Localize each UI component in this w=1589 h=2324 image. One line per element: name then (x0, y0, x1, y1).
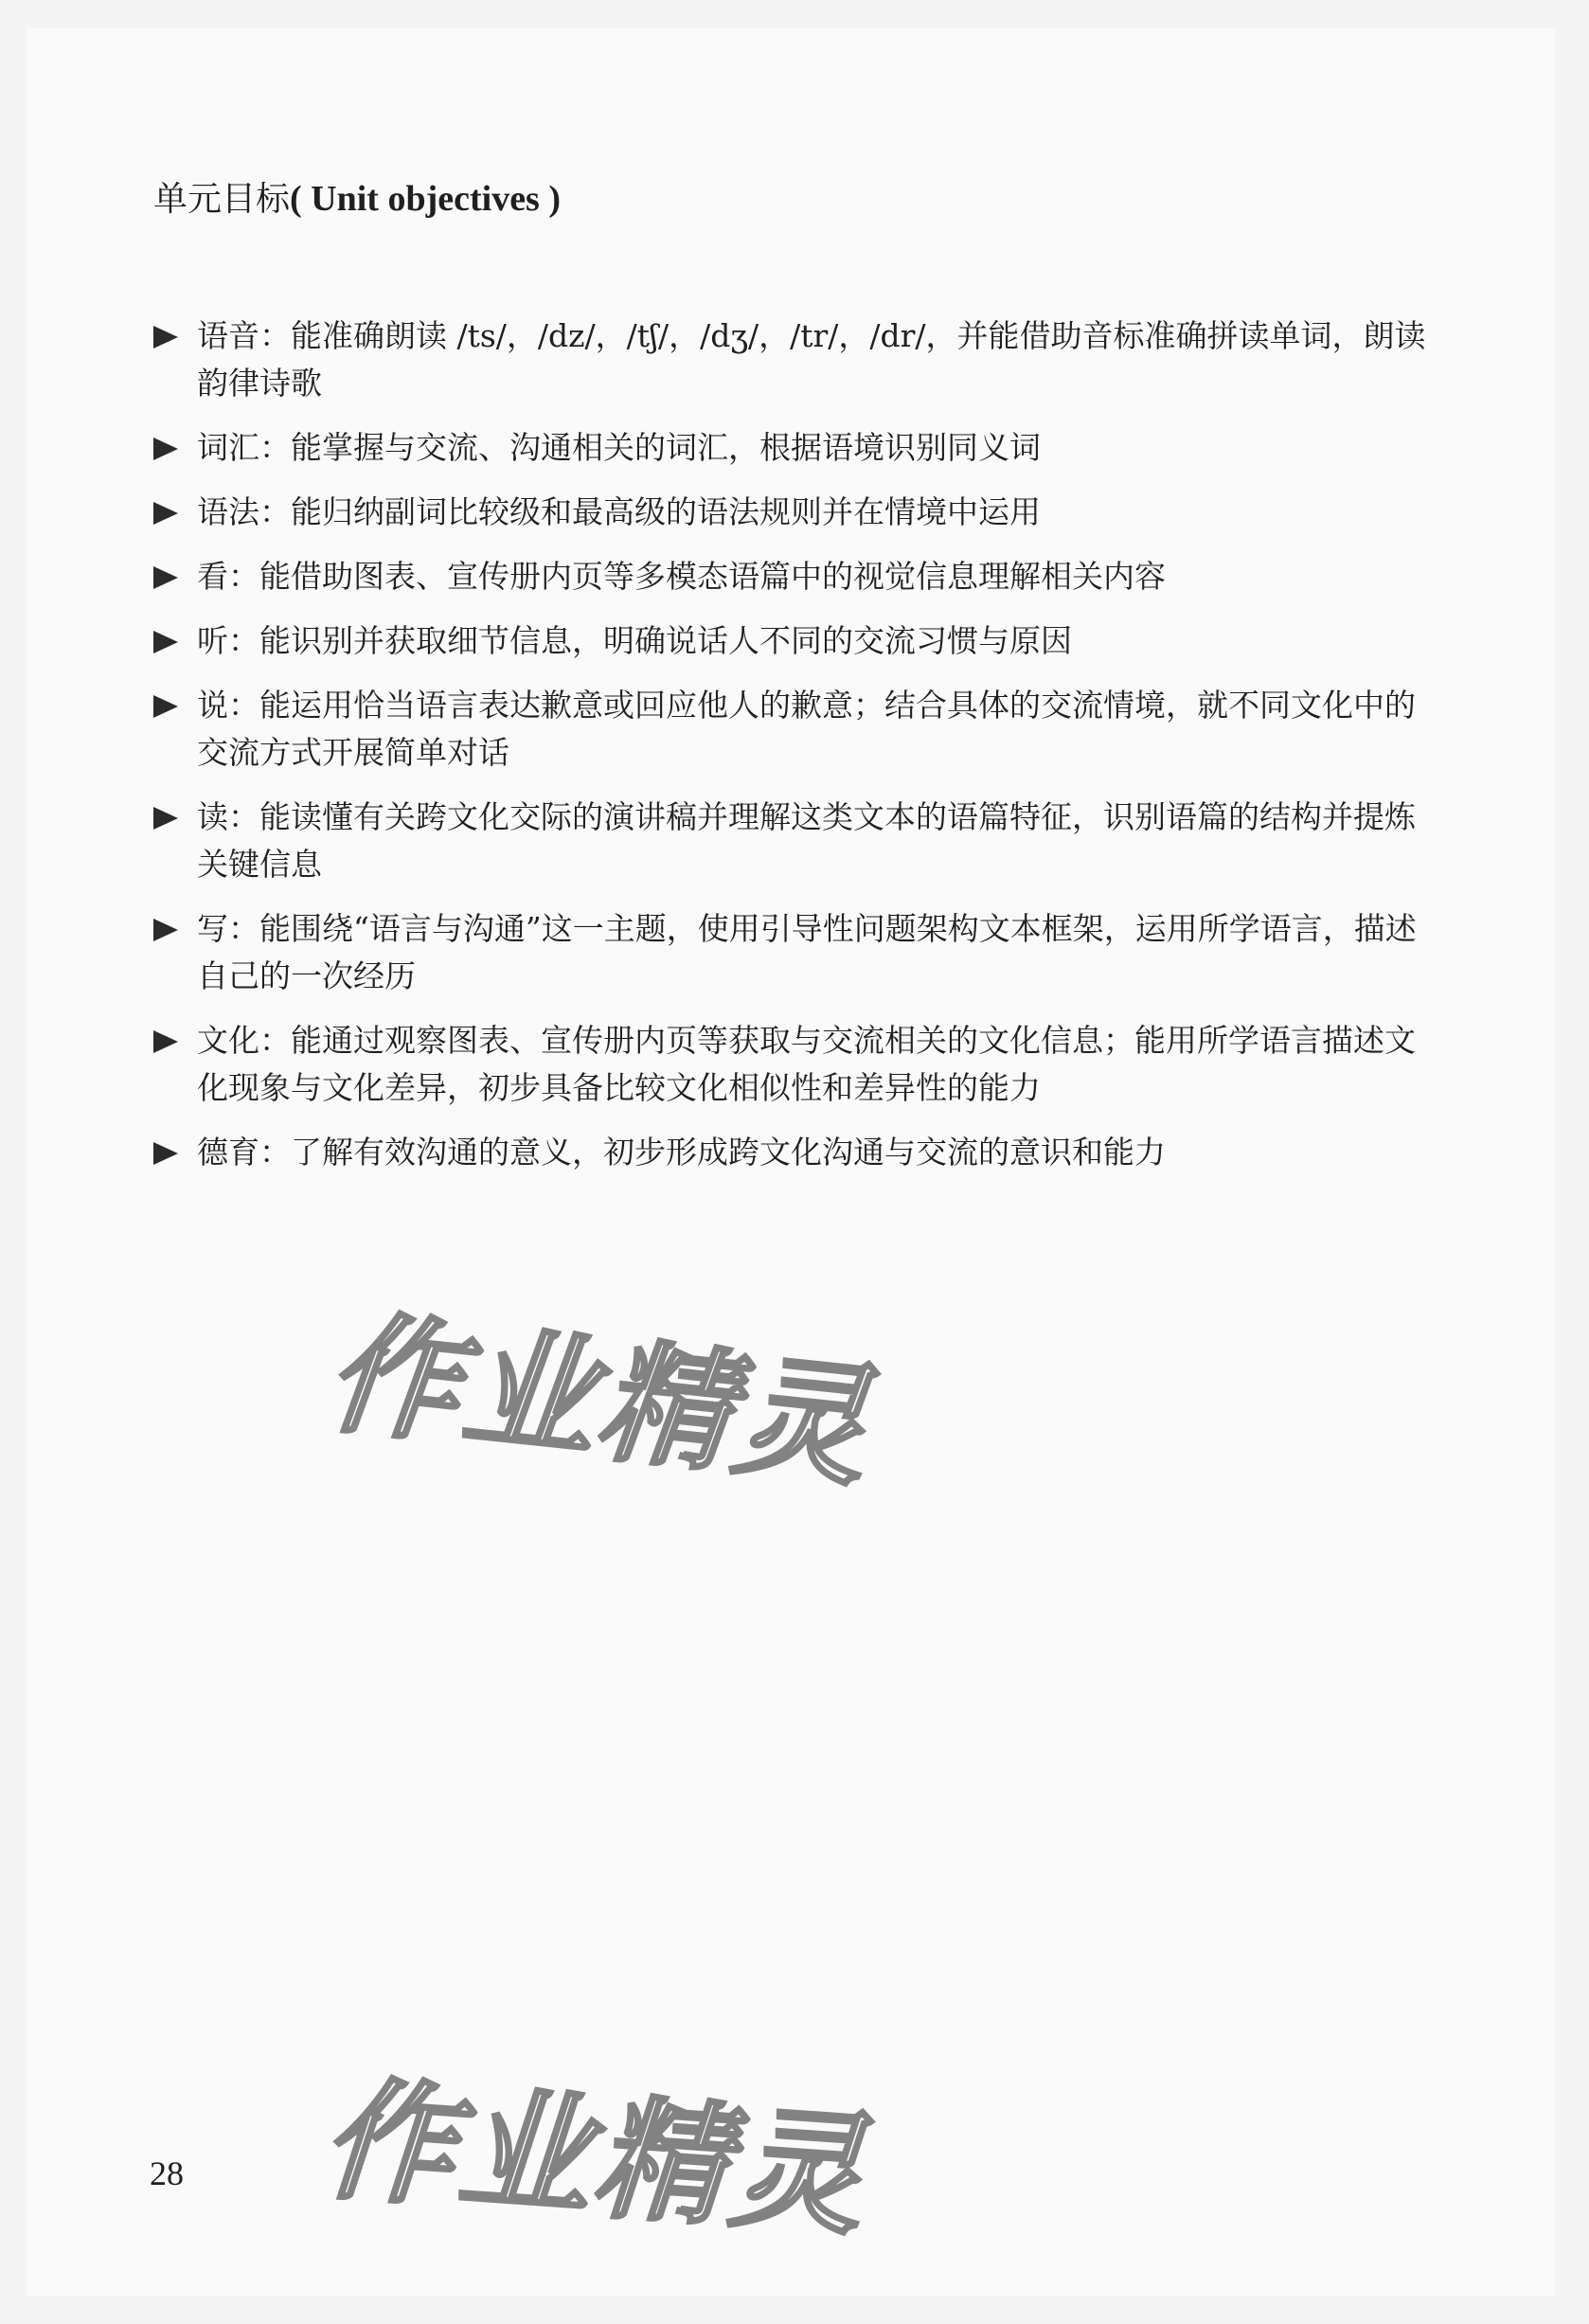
objective-text: 语音：能准确朗读 /ts/，/dz/，/tʃ/，/dʒ/，/tr/，/dr/，并能借助音标准确拼读单词，朗读韵律诗歌 (197, 317, 1426, 402)
triangle-bullet-icon (153, 502, 178, 525)
objective-text: 听：能识别并获取细节信息，明确说话人不同的交流习惯与原因 (197, 622, 1072, 659)
objective-text: 看：能借助图表、宣传册内页等多模态语篇中的视觉信息理解相关内容 (197, 558, 1166, 595)
objective-item (150, 489, 1437, 536)
objective-item (150, 553, 1437, 600)
objective-text: 说：能运用恰当语言表达歉意或回应他人的歉意；结合具体的交流情境，就不同文化中的交流方式开展简单对话 (197, 687, 1416, 771)
objective-item (150, 424, 1437, 472)
objective-text: 德育：了解有效沟通的意义，初步形成跨文化沟通与交流的意识和能力 (197, 1134, 1166, 1171)
section-title-en: ( Unit objectives ) (290, 179, 561, 219)
section-title (153, 170, 561, 228)
objective-text: 读：能读懂有关跨文化交际的演讲稿并理解这类文本的语篇特征，识别语篇的结构并提炼关键信息 (197, 798, 1416, 883)
watermark: 作业精灵 (320, 1296, 880, 1507)
triangle-bullet-icon (153, 438, 178, 460)
triangle-bullet-icon (153, 1142, 178, 1165)
section-title-zh: 单元目标 (153, 180, 291, 219)
watermark: 作业精灵 (317, 2063, 873, 2255)
triangle-bullet-icon (153, 919, 178, 941)
objective-item (150, 1129, 1437, 1176)
objective-item (150, 617, 1437, 665)
triangle-bullet-icon (153, 566, 178, 589)
objective-item (150, 682, 1437, 777)
triangle-bullet-icon (153, 807, 178, 830)
objectives-list (150, 313, 1437, 1193)
triangle-bullet-icon (153, 326, 178, 349)
objective-text: 文化：能通过观察图表、宣传册内页等获取与交流相关的文化信息；能用所学语言描述文化现象与文化差异，初步具备比较文化相似性和差异性的能力 (197, 1022, 1416, 1106)
objective-text: 词汇：能掌握与交流、沟通相关的词汇，根据语境识别同义词 (197, 429, 1041, 466)
objective-text: 写：能围绕“语言与沟通”这一主题，使用引导性问题架构文本框架，运用所学语言，描述自己的一次经历 (197, 910, 1417, 994)
objective-item (150, 313, 1437, 407)
triangle-bullet-icon (153, 695, 178, 718)
objective-text: 语法：能归纳副词比较级和最高级的语法规则并在情境中运用 (197, 493, 1041, 530)
triangle-bullet-icon (153, 631, 178, 653)
objective-item (150, 1017, 1437, 1112)
triangle-bullet-icon (153, 1030, 178, 1053)
objective-item (150, 794, 1437, 888)
objective-item (150, 905, 1437, 1000)
page-number: 28 (150, 2154, 184, 2192)
